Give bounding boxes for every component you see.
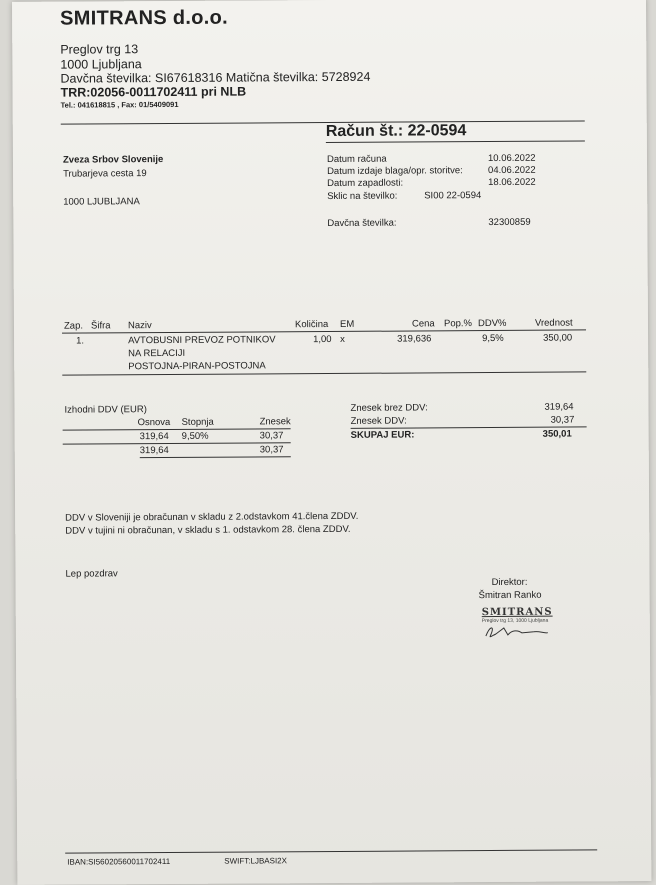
net-amount: 319,64	[544, 401, 574, 413]
company-trr: TRR:02056-0011702411 pri NLB	[60, 84, 247, 100]
grand-total-label: SKUPAJ EUR:	[350, 429, 415, 441]
signature-role: Direktor:	[491, 576, 528, 589]
vat-amount: 30,37	[259, 430, 284, 442]
vat-summary-title: Izhodni DDV (EUR)	[64, 404, 147, 416]
customer-tax-label: Davčna številka:	[327, 217, 397, 230]
vat-total-base: 319,64	[139, 444, 169, 457]
customer-street: Trubarjeva cesta 19	[63, 168, 147, 180]
vat-header-amount: Znesek	[259, 416, 291, 428]
vat-note-slovenia: DDV v Sloveniji je obračunan v skladu z 2.odstavkom 41.člena ZDDV.	[65, 510, 359, 524]
col-header-vat: DDV%	[477, 317, 507, 330]
vat-total-divider	[140, 456, 291, 458]
invoice-title: Račun št.: 22-0594	[325, 122, 467, 141]
vat-note-abroad: DDV v tujini ni obračunan, v skladu s 1. odstavkom 28. člena ZDDV.	[65, 523, 351, 537]
item-name-line1: AVTOBUSNI PREVOZ POTNIKOV	[128, 334, 276, 347]
header-divider	[61, 120, 585, 124]
vat-header-divider	[63, 428, 291, 430]
item-name-line3: POSTOJNA-PIRAN-POSTOJNA	[128, 360, 266, 373]
col-header-value: Vrednost	[534, 317, 573, 329]
col-header-no: Zap.	[63, 320, 84, 332]
handwritten-signature	[482, 624, 552, 640]
col-header-name: Naziv	[127, 320, 152, 332]
vat-header-base: Osnova	[137, 416, 171, 429]
issue-date: 04.06.2022	[488, 164, 536, 177]
item-name-line2: NA RELACIJI	[128, 347, 186, 360]
item-price: 319,636	[397, 333, 432, 345]
customer-name: Zveza Srbov Slovenije	[62, 154, 164, 166]
greeting: Lep pozdrav	[65, 568, 118, 580]
customer-tax-number: 32300859	[488, 216, 531, 229]
customer-city: 1000 LJUBLJANA	[63, 196, 140, 208]
item-unit: x	[340, 333, 345, 345]
due-date: 18.06.2022	[488, 176, 536, 189]
vat-total: 30,37	[550, 414, 575, 426]
vat-row-divider	[63, 442, 291, 444]
stamp-subtitle: Preglov trg 13, 1000 Ljubljana	[481, 617, 549, 625]
reference-number: SI00 22-0594	[424, 190, 482, 202]
vat-amount-label: Znesek DDV:	[350, 415, 407, 427]
net-amount-label: Znesek brez DDV:	[350, 402, 428, 414]
invoice-date: 10.06.2022	[487, 152, 536, 165]
vat-rate: 9,50%	[181, 430, 209, 442]
item-vat: 9,5%	[482, 332, 504, 345]
vat-base: 319,64	[139, 430, 169, 443]
company-city: 1000 Ljubljana	[60, 57, 142, 72]
due-date-label: Datum zapadlosti:	[327, 177, 404, 190]
col-header-price: Cena	[411, 318, 435, 330]
company-tel-fax: Tel.: 041618815 , Fax: 01/5409091	[60, 99, 179, 110]
grand-total: 350,01	[542, 428, 572, 440]
footer-iban: IBAN:SI56020560011702411	[67, 856, 171, 867]
company-street: Preglov trg 13	[60, 42, 139, 57]
col-header-code: Šifra	[90, 320, 111, 332]
invoice-page	[12, 0, 651, 885]
vat-header-rate: Stopnja	[181, 416, 214, 428]
company-tax-line: Davčna številka: SI67618316 Matična številka: 5728924	[60, 69, 371, 86]
signature-name: Šmitran Ranko	[478, 589, 542, 602]
title-divider	[326, 140, 585, 143]
col-header-discount: Pop.%	[443, 318, 473, 330]
issue-date-label: Datum izdaje blaga/opr. storitve:	[327, 165, 463, 178]
item-qty: 1,00	[313, 333, 332, 346]
col-header-unit: EM	[339, 318, 355, 330]
vat-total-amount: 30,37	[259, 444, 284, 456]
item-value: 350,00	[543, 332, 573, 344]
reference-label: Sklic na številko:	[327, 190, 398, 203]
company-stamp	[482, 607, 560, 645]
footer-divider	[65, 849, 597, 853]
invoice-date-label: Datum računa	[326, 153, 387, 166]
company-name: SMITRANS d.o.o.	[60, 6, 229, 30]
col-header-qty: Količina	[294, 319, 329, 331]
item-no: 1.	[76, 335, 85, 347]
stamp-title: SMITRANS	[481, 606, 553, 619]
footer-swift: SWIFT:LJBASI2X	[224, 856, 287, 866]
